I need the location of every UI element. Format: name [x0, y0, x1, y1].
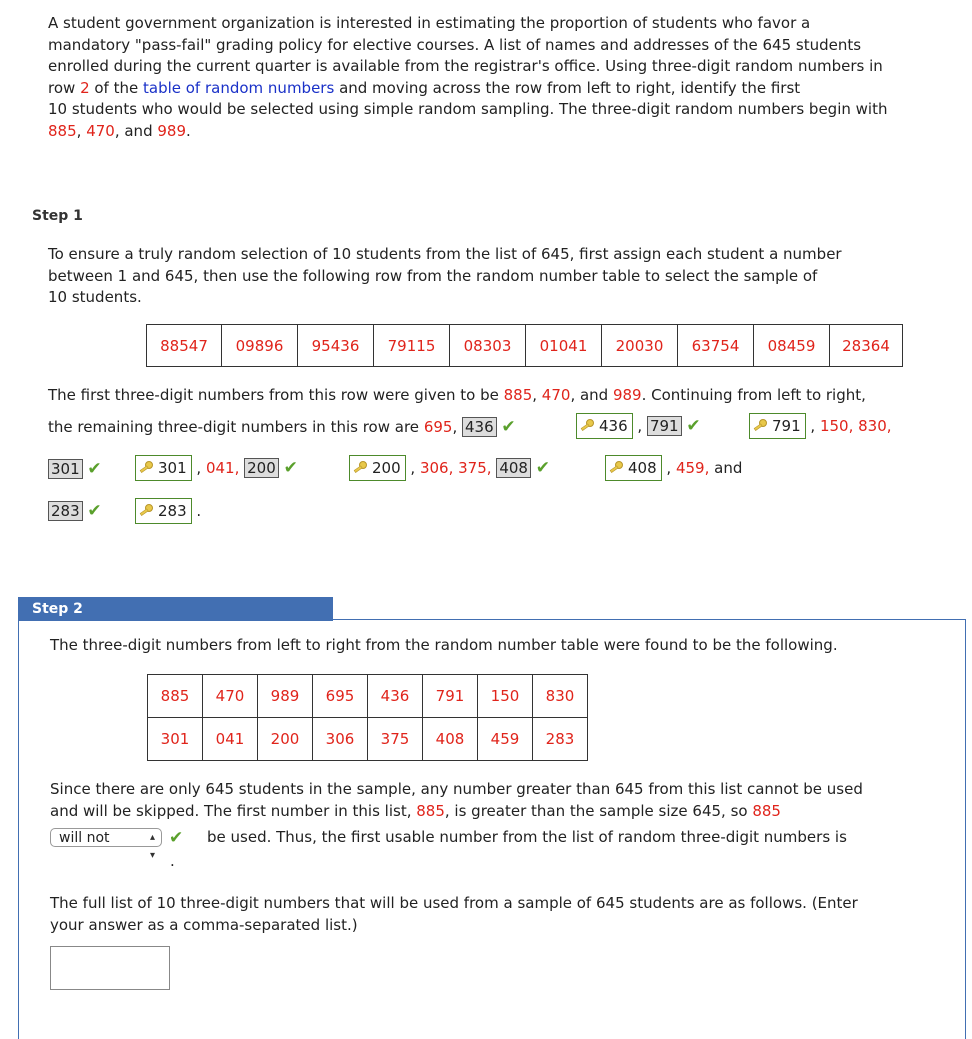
key-value: 200 [372, 459, 401, 477]
table-cell: 150 [478, 675, 533, 718]
text: The first three-digit numbers from this row were given to be [48, 386, 504, 404]
check-icon: ✔ [686, 416, 701, 436]
key-value: 791 [772, 417, 801, 435]
step2-intro: The three-digit numbers from left to right from the random number table were found to be the following. [50, 636, 838, 654]
submitted-answer: 408 [496, 458, 531, 478]
check-icon: ✔ [87, 501, 102, 521]
answer-key-group: 301 , 041, 200 ✔ [135, 455, 298, 481]
check-icon: ✔ [283, 458, 298, 478]
table-cell: 09896 [222, 325, 298, 367]
submitted-answer: 283 [48, 501, 83, 521]
step1-instructions [48, 244, 842, 309]
problem-line: mandatory "pass-fail" grading policy for elective courses. A list of names and addresses of the 645 students [48, 35, 862, 54]
table-cell: 989 [258, 675, 313, 718]
answer-key [749, 413, 806, 439]
answer-key [605, 455, 662, 481]
text: row [48, 78, 81, 97]
problem-line: enrolled during the current quarter is available from the registrar's office. Using three-digit random numbers in [48, 57, 883, 75]
problem-line [48, 121, 887, 143]
text: , [76, 121, 87, 140]
table-cell: 08459 [754, 325, 830, 367]
table-cell: 28364 [830, 325, 903, 367]
text: . Continuing from left to right, [641, 386, 866, 404]
table-cell: 88547 [147, 325, 222, 367]
full-list-prompt [50, 893, 858, 936]
table-row [148, 718, 588, 761]
table-cell: 470 [203, 675, 258, 718]
table-cell: 695 [313, 675, 368, 718]
period: . [170, 852, 175, 870]
table-row [148, 675, 588, 718]
table-cell: 885 [148, 675, 203, 718]
table-cell: 791 [423, 675, 478, 718]
number: 885 [503, 386, 533, 404]
numbers-line-2 [48, 459, 102, 479]
answer-input[interactable] [50, 946, 170, 990]
answer-key-group: 283 . [135, 498, 201, 524]
key-icon [138, 502, 154, 518]
check-icon: ✔ [169, 828, 184, 848]
text-line: To ensure a truly random selection of 10 students from the list of 645, first assign each student a number [48, 245, 842, 263]
step2-explanation [50, 779, 863, 822]
table-cell: 041 [203, 718, 258, 761]
table-cell: 20030 [602, 325, 678, 367]
table-cell: 63754 [678, 325, 754, 367]
check-icon: ✔ [501, 417, 516, 437]
table-row [147, 325, 903, 367]
check-icon: ✔ [535, 458, 550, 478]
text-line: Since there are only 645 students in the sample, any number greater than 645 from this list cannot be used [50, 780, 863, 798]
step1-label: Step 1 [32, 208, 83, 224]
text: . [186, 121, 191, 140]
problem-statement [48, 13, 887, 142]
key-value: 301 [158, 459, 187, 477]
numbers: 306, 375, [419, 459, 492, 477]
remaining-numbers-line: the remaining three-digit numbers in this row are 695, 436 ✔ [48, 417, 516, 437]
number: 459, [675, 459, 710, 477]
submitted-answer: 200 [244, 458, 279, 478]
text-line: The full list of 10 three-digit numbers that will be used from a sample of 645 students are as follows. (Enter [50, 894, 858, 912]
check-icon: ✔ [87, 459, 102, 479]
number: 041, [205, 459, 240, 477]
table-cell: 283 [533, 718, 588, 761]
key-icon [752, 417, 768, 433]
answer-key [576, 413, 633, 439]
text-line: your answer as a comma-separated list.) [50, 915, 358, 934]
text: and [709, 459, 743, 477]
will-select-dropdown[interactable] [50, 828, 162, 861]
step2-label: Step 2 [18, 597, 333, 621]
text: , and [114, 121, 158, 140]
key-value: 436 [599, 417, 628, 435]
text: the remaining three-digit numbers in this row are [48, 418, 424, 436]
table-cell: 375 [368, 718, 423, 761]
text-line [50, 801, 863, 823]
key-icon [608, 459, 624, 475]
answer-key-group: 200 , 306, 375, 408 ✔ [349, 455, 550, 481]
random-number-row-table [146, 324, 903, 367]
text: of the [89, 78, 143, 97]
updown-arrow-icon: ▴ ▾ [149, 832, 155, 861]
numbers: 150, 830, [819, 417, 892, 435]
answer-key-group: 791 , 150, 830, [749, 413, 892, 439]
answer-key [349, 455, 406, 481]
answer-key [135, 498, 192, 524]
table-cell: 08303 [450, 325, 526, 367]
text: and moving across the row from left to right, identify the first [334, 78, 801, 97]
table-cell: 95436 [298, 325, 374, 367]
key-value: 283 [158, 502, 187, 520]
key-value: 408 [628, 459, 657, 477]
row-number: 2 [80, 78, 90, 97]
three-digit-table [147, 674, 588, 761]
text-line: between 1 and 645, then use the following row from the random number table to select the sample of [48, 266, 818, 285]
problem-line: A student government organization is interested in estimating the proportion of students who favor a [48, 14, 811, 32]
text: and will be skipped. The first number in this list, [50, 801, 417, 820]
table-cell: 830 [533, 675, 588, 718]
key-icon [352, 459, 368, 475]
number: 989 [612, 386, 642, 404]
number: 885 [416, 801, 445, 820]
table-cell: 301 [148, 718, 203, 761]
table-cell: 306 [313, 718, 368, 761]
table-cell: 200 [258, 718, 313, 761]
text-line: 10 students. [48, 288, 142, 306]
table-cell: 408 [423, 718, 478, 761]
submitted-answer: 436 [462, 417, 497, 437]
table-cell: 436 [368, 675, 423, 718]
number: 885 [752, 801, 781, 820]
problem-line [48, 78, 887, 100]
number: 695 [423, 418, 453, 436]
number: 470 [541, 386, 571, 404]
answer-key [135, 455, 192, 481]
number: 470 [86, 121, 115, 140]
key-icon [579, 417, 595, 433]
submitted-answer: 301 [48, 459, 83, 479]
first-numbers-line: The first three-digit numbers from this row were given to be 885, 470, and 989. Continuing from left to right, [48, 386, 866, 404]
table-cell: 01041 [526, 325, 602, 367]
submitted-answer: 791 [647, 416, 682, 436]
table-cell: 79115 [374, 325, 450, 367]
text: , is greater than the sample size 645, so [444, 801, 753, 820]
answer-key-group: 408 , 459, and [605, 455, 742, 481]
table-cell: 459 [478, 718, 533, 761]
number: 885 [48, 121, 77, 140]
text-line: be used. Thus, the first usable number from the list of random three-digit numbers is [207, 828, 847, 846]
number: 989 [157, 121, 186, 140]
numbers-line-3 [48, 501, 102, 521]
answer-key-group: 436 , 791 ✔ [576, 413, 701, 439]
random-table-link[interactable]: table of random numbers [143, 78, 335, 97]
problem-line: 10 students who would be selected using simple random sampling. The three-digit random numbers begin with [48, 100, 888, 118]
key-icon [138, 459, 154, 475]
select-value: will not [59, 830, 110, 846]
